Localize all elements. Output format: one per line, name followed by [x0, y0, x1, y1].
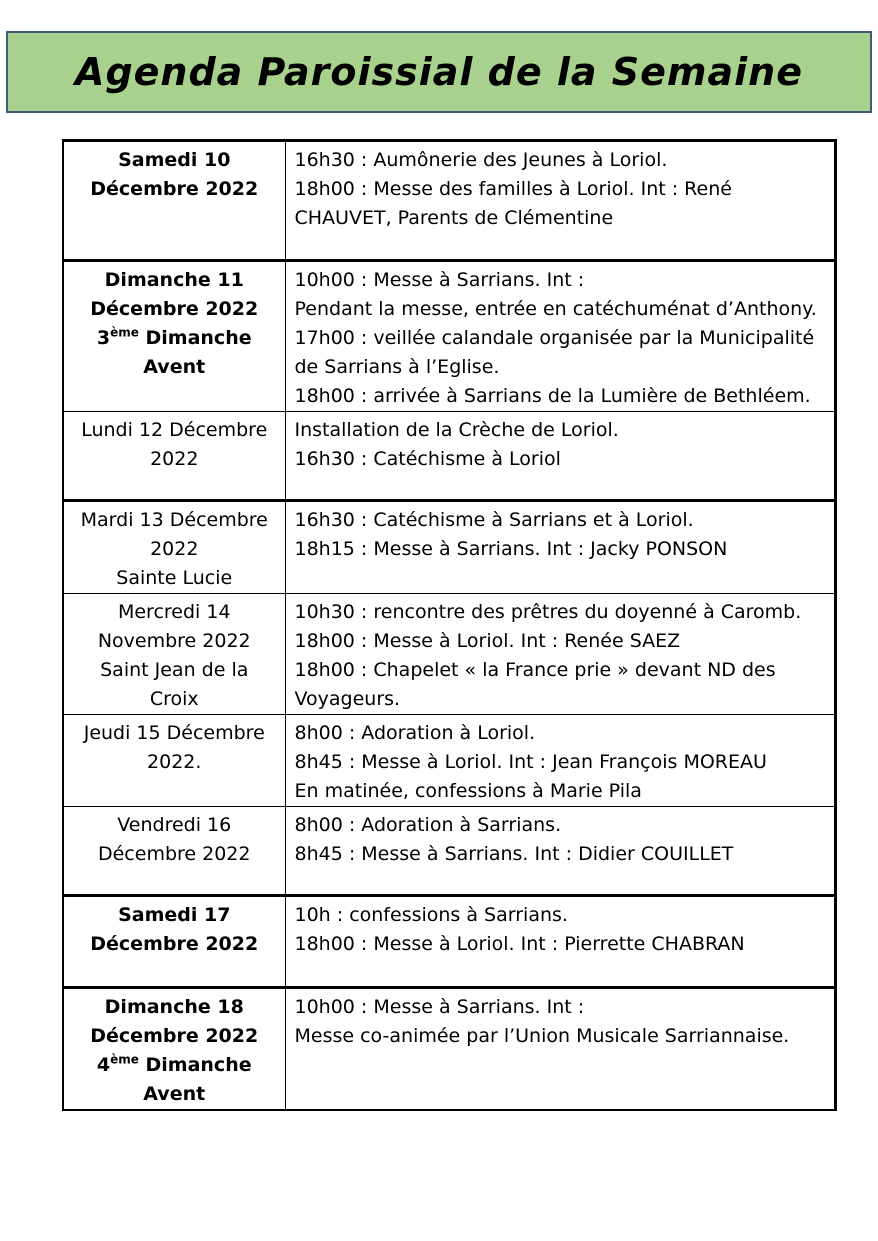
- event-line: 18h15 : Messe à Sarrians. Int : Jacky PONSON: [294, 538, 728, 560]
- day-label: Décembre 2022: [90, 933, 259, 955]
- event-line: 10h00 : Messe à Sarrians. Int :: [294, 269, 585, 291]
- event-line: En matinée, confessions à Marie Pila: [294, 780, 642, 802]
- day-label: 2022: [150, 538, 199, 560]
- agenda-row: [63, 141, 835, 261]
- event-line: 18h00 : arrivée à Sarrians de la Lumière de Bethléem.: [294, 385, 811, 407]
- event-line: 10h30 : rencontre des prêtres du doyenné à Caromb.: [294, 601, 802, 623]
- agenda-row: [63, 807, 835, 896]
- event-line: 8h45 : Messe à Loriol. Int : Jean François MOREAU: [294, 751, 767, 773]
- page-title: Agenda Paroissial de la Semaine: [75, 50, 803, 94]
- day-label: Jeudi 15 Décembre: [83, 722, 265, 744]
- event-line: 16h30 : Catéchisme à Sarrians et à Loriol.: [294, 509, 694, 531]
- ordinal-number: 4: [96, 1054, 111, 1076]
- day-label: 2022: [150, 448, 199, 470]
- day-label: Mardi 13 Décembre: [80, 509, 268, 531]
- event-line: 8h45 : Messe à Sarrians. Int : Didier COUILLET: [294, 843, 734, 865]
- agenda-row: [63, 501, 835, 594]
- ordinal-suffix: ème: [110, 1052, 139, 1067]
- day-label: Décembre 2022: [97, 843, 251, 865]
- event-line: 18h00 : Chapelet « la France prie » devant ND des Voyageurs.: [294, 659, 776, 710]
- agenda-body: [63, 141, 835, 1111]
- day-cell: [63, 261, 285, 412]
- day-cell: [63, 807, 285, 896]
- day-cell: [63, 501, 285, 594]
- agenda-table: [62, 139, 837, 1111]
- day-label: Dimanche 11: [104, 269, 244, 291]
- day-label: Samedi 10: [118, 149, 231, 171]
- day-cell: [63, 412, 285, 501]
- events-cell: [285, 261, 835, 412]
- liturgical-season: Avent: [143, 356, 206, 378]
- day-cell: [63, 988, 285, 1111]
- day-label: Décembre 2022: [90, 298, 259, 320]
- events-cell: [285, 501, 835, 594]
- events-cell: [285, 594, 835, 715]
- event-line: Pendant la messe, entrée en catéchuménat d’Anthony.: [294, 298, 817, 320]
- ordinal-number: 3: [96, 327, 111, 349]
- event-line: 16h30 : Aumônerie des Jeunes à Loriol.: [294, 149, 668, 171]
- day-cell: [63, 141, 285, 261]
- agenda-row: [63, 594, 835, 715]
- liturgical-season: Avent: [143, 1083, 206, 1105]
- agenda-row: [63, 896, 835, 988]
- day-cell: [63, 594, 285, 715]
- event-line: 8h00 : Adoration à Loriol.: [294, 722, 536, 744]
- events-cell: [285, 412, 835, 501]
- event-line: Messe co-animée par l’Union Musicale Sarriannaise.: [294, 1025, 790, 1047]
- day-cell: [63, 896, 285, 988]
- event-line: 10h00 : Messe à Sarrians. Int :: [294, 996, 585, 1018]
- day-label: Décembre 2022: [90, 178, 259, 200]
- agenda-row: [63, 412, 835, 501]
- events-cell: [285, 988, 835, 1111]
- event-line: 18h00 : Messe à Loriol. Int : Renée SAEZ: [294, 630, 681, 652]
- day-label: Lundi 12 Décembre: [81, 419, 268, 441]
- day-label: Sainte Lucie: [116, 567, 233, 589]
- ordinal-suffix: ème: [110, 325, 139, 340]
- day-label: Mercredi 14: [117, 601, 231, 623]
- agenda-row: [63, 988, 835, 1111]
- day-label: Croix: [149, 688, 199, 710]
- event-line: 8h00 : Adoration à Sarrians.: [294, 814, 562, 836]
- event-line: 10h : confessions à Sarrians.: [294, 904, 568, 926]
- ordinal-rest: Dimanche: [138, 327, 252, 349]
- event-line: 16h30 : Catéchisme à Loriol: [294, 448, 561, 470]
- events-cell: [285, 715, 835, 807]
- agenda-row: [63, 715, 835, 807]
- sunday-ordinal: [70, 1051, 279, 1080]
- day-label: Dimanche 18: [104, 996, 244, 1018]
- agenda-row: [63, 261, 835, 412]
- day-label: Samedi 17: [118, 904, 231, 926]
- ordinal-rest: Dimanche: [138, 1054, 252, 1076]
- day-label: Novembre 2022: [97, 630, 251, 652]
- day-label: Saint Jean de la: [100, 659, 249, 681]
- sunday-ordinal: [70, 324, 279, 353]
- day-label: 2022.: [147, 751, 202, 773]
- event-line: 17h00 : veillée calandale organisée par la Municipalité de Sarrians à l’Eglise.: [294, 327, 815, 378]
- event-line: 18h00 : Messe des familles à Loriol. Int : René CHAUVET, Parents de Clémentine: [294, 178, 732, 229]
- day-cell: [63, 715, 285, 807]
- day-label: Décembre 2022: [90, 1025, 259, 1047]
- event-line: 18h00 : Messe à Loriol. Int : Pierrette CHABRAN: [294, 933, 745, 955]
- events-cell: [285, 807, 835, 896]
- day-label: Vendredi 16: [117, 814, 232, 836]
- events-cell: [285, 896, 835, 988]
- title-banner: [6, 31, 872, 113]
- event-line: Installation de la Crèche de Loriol.: [294, 419, 619, 441]
- events-cell: [285, 141, 835, 261]
